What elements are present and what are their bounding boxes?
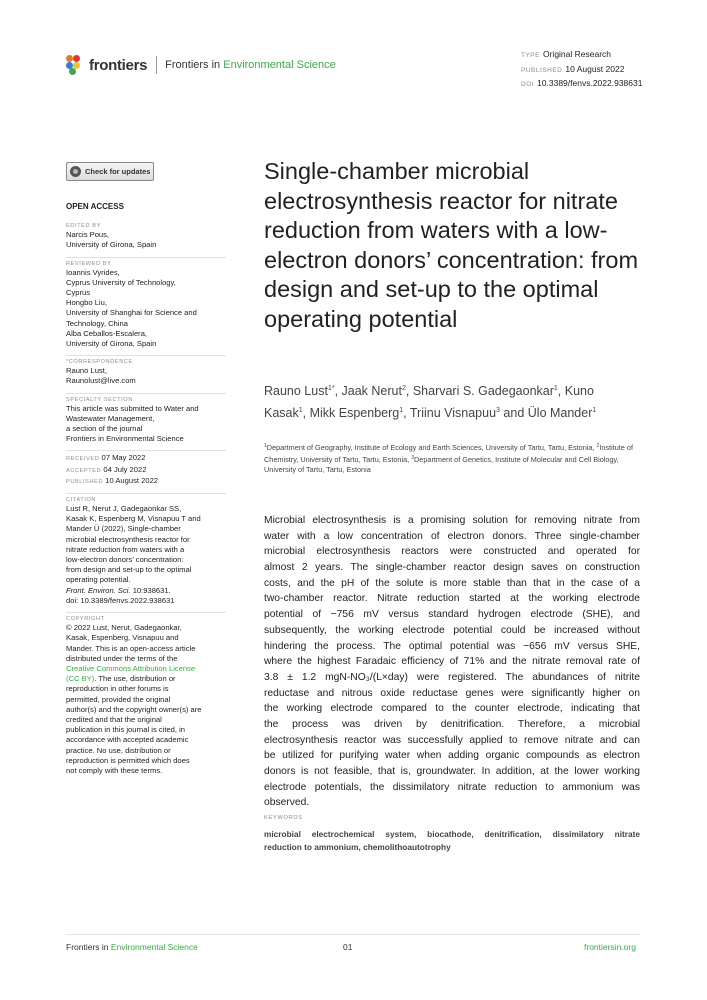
check-for-updates-button[interactable]: Check for updates xyxy=(66,162,154,181)
doi-link[interactable]: 10.3389/fenvs.2022.938631 xyxy=(537,78,643,88)
journal-name: Frontiers in Environmental Science xyxy=(165,59,336,71)
open-access-label: OPEN ACCESS xyxy=(66,202,124,211)
citation: Lust R, Nerut J, Gadegaonkar SS, Kasak K, Espenberg M, Visnapuu T and Mander Ü (2022), Single-chamber microbial electrosynthesis reactor for nitrate reduction from waters with a low-electron donors’ concentration: from design and set-up to the optimal operating potential. Front. Environ. Sci. 10:938631. doi: 10.3389/fenvs.2022.938631 xyxy=(66,504,226,606)
article-meta xyxy=(521,48,642,92)
author[interactable]: Mikk Espenberg$^1$ xyxy=(309,406,404,420)
author[interactable]: Sharvari S. Gadegaonkar$^1$ xyxy=(412,384,558,398)
correspondence-email[interactable]: Raunolust@live.com xyxy=(66,376,136,386)
article-title: Single-chamber microbial electrosynthesis reactor for nitrate reduction from waters with a low-electron donors’ concentration: from design and set-up to the optimal operating potential xyxy=(264,158,639,332)
specialty-section: This article was submitted to Water and Wastewater Management, a section of the journal Frontiers in Environmental Science xyxy=(66,403,199,444)
footer-journal: Frontiers in Environmental Science xyxy=(66,942,198,952)
reviewed-by: Ioannis Vyrides, Cyprus University of Technology, Cyprus Hongbo Liu, University of Shanghai for Science and Technology, China Alba Ceballos-Escalera, University of Girona, Spain xyxy=(66,267,197,349)
logo-separator xyxy=(156,56,157,74)
license-link-short[interactable]: (CC BY) xyxy=(66,674,95,684)
frontiers-logo-icon xyxy=(66,55,86,75)
footer-divider xyxy=(66,934,640,935)
copyright-label: COPYRIGHT xyxy=(66,616,105,623)
citation-doi[interactable]: doi: 10.3389/fenvs.2022.938631 xyxy=(66,595,175,605)
author[interactable]: Triinu Visnapuu$^3$ xyxy=(409,406,500,420)
edited-by-label: EDITED BY xyxy=(66,223,101,230)
author-list: Rauno Lust$^{1*}$, Jaak Nerut$^2$, Sharvari S. Gadegaonkar$^1$, Kuno Kasak$^1$, Mikk Espenberg$^1$, Triinu Visnapuu$^3$ and Ülo Mander$^1$ xyxy=(264,384,597,420)
check-updates-icon xyxy=(70,166,81,177)
keywords: microbial electrochemical system, biocathode, denitrification, dissimilatory nitrate reduction to ammonium, chemolithoautotrophy xyxy=(264,829,640,852)
author[interactable]: Rauno Lust$^{1*}$ xyxy=(264,384,335,398)
author[interactable]: Kuno Kasak$^1$ xyxy=(264,384,594,420)
copyright: © 2022 Lust, Nerut, Gadegaonkar, Kasak, Espenberg, Visnapuu and Mander. This is an open-access article distributed under the terms of the Creative Commons Attribution License (CC BY). The use, distribution or reproduction in other forums is permitted, provided the original author(s) and the copyright owner(s) are credited and that the original publication in this journal is cited, in accordance with accepted academic practice. No use, distribution or reproduction is permitted which does not comply with these terms. xyxy=(66,623,202,775)
footer-site-link[interactable]: frontiersin.org xyxy=(584,942,636,952)
article-sidebar xyxy=(66,202,226,776)
meta-doi: DOI 10.3389/fenvs.2022.938631 xyxy=(521,78,643,88)
correspondence: Rauno Lust, Raunolust@live.com xyxy=(66,366,226,386)
specialty-label: SPECIALTY SECTION xyxy=(66,396,133,403)
citation-label: CITATION xyxy=(66,497,97,504)
article-dates: RECEIVED 07 May 2022 ACCEPTED 04 July 2022 PUBLISHED 10 August 2022 xyxy=(66,453,159,485)
keywords-label: KEYWORDS xyxy=(264,815,303,821)
abstract: Microbial electrosynthesis is a promising solution for removing nitrate from water with a low concentration of electron donors. Three single-chamber microbial electrosynthesis reactors were constructed and operated for almost 2 years. The single-chamber reactor design saves on construction costs, and the pH of the solute is more stable than that in the case of a two-chamber reactor. Nitrate reduction started at the working electrode potential of −756 mV versus standard hydrogen electrode (SHE), and subsequently, the working electrode potential could be increased without hindering the process. The optimal potential was −656 mV versus SHE, where the highest Faradaic efficiency of 71% and the nitrate removal rate of 3.8 ± 1.2 mgN-NO₃/(L×day) were registered. The abundances of nitrite reductase and nitrous oxide reductase genes were significantly higher on the working electrode compared to the counter electrode, indicating that the process was driven by denitrification. Therefore, a microbial electrosynthesis reactor was successfully applied to remove nitrate and can be utilized for purifying water when adding organic compounds as electron donors is not feasible, that is, groundwater. In addition, at the lower working electrode potentials, the dissimilatory nitrate reduction to ammonium was observed. xyxy=(264,515,640,809)
reviewed-by-label: REVIEWED BY xyxy=(66,260,112,267)
author[interactable]: Jaak Nerut$^2$ xyxy=(341,384,406,398)
logo-text: frontiers xyxy=(89,56,148,74)
author[interactable]: Ülo Mander$^1$ xyxy=(527,406,597,420)
correspondence-label: *CORRESPONDENCE xyxy=(66,359,133,366)
edited-by: Narcis Pous, University of Girona, Spain xyxy=(66,230,157,250)
frontiers-logo[interactable] xyxy=(66,55,336,75)
license-link[interactable]: Creative Commons Attribution License xyxy=(66,663,196,673)
meta-type: TYPE Original Research xyxy=(521,49,612,59)
meta-published: PUBLISHED 10 August 2022 xyxy=(521,63,625,74)
affiliations: $^1$Department of Geography, Institute of Ecology and Earth Sciences, University of Tartu, Tartu, Estonia, $^2$Institute of Chemistry, University of Tartu, Tartu, Estonia, $^3$Department of Genetics, Institute of Molecular and Cell Biology, University of Tartu, Tartu, Estonia xyxy=(264,443,633,474)
page-number: 01 xyxy=(343,942,353,952)
